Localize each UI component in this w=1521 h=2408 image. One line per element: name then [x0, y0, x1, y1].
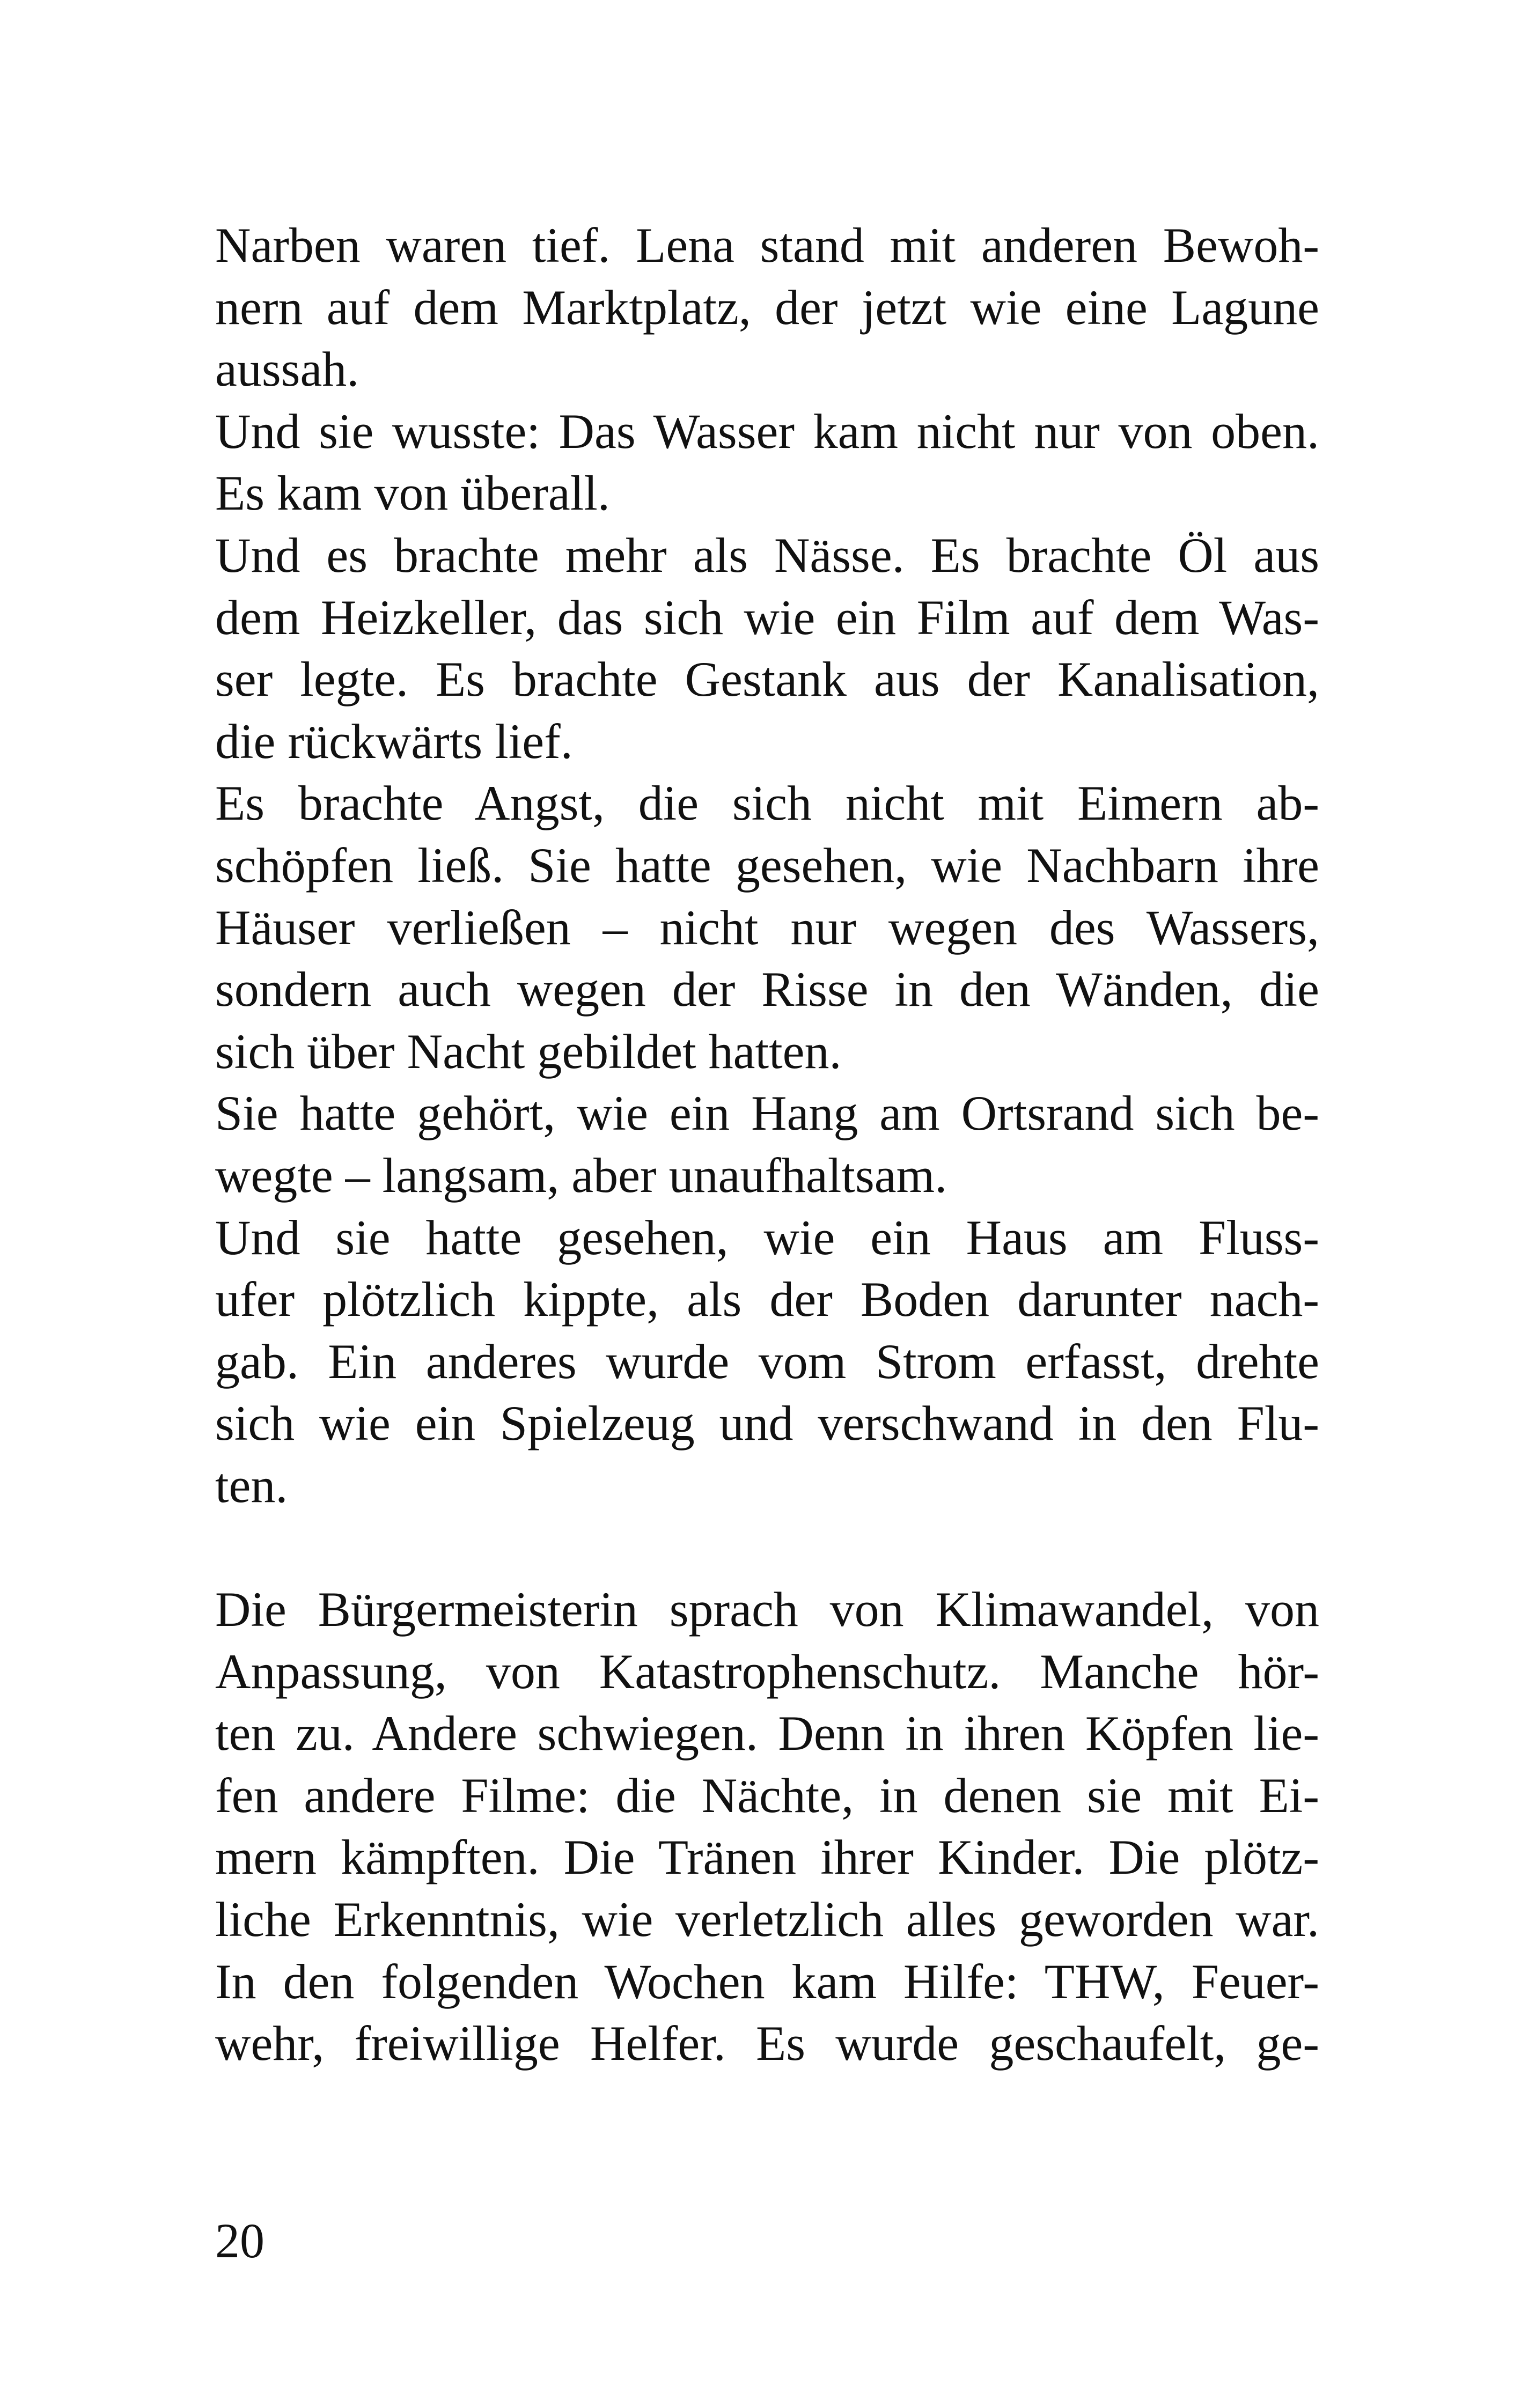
text-line: In den folgenden Wochen kam Hilfe: THW, Feuer-	[215, 1954, 1319, 2009]
text-line: ten zu. Andere schwiegen. Denn in ihren Köpfen lie-	[215, 1706, 1319, 1761]
paragraph-gap	[215, 1516, 1319, 1579]
text-line: ufer plötzlich kippte, als der Boden darunter nach-	[215, 1272, 1319, 1327]
body-text	[215, 215, 1319, 2075]
text-line: fen andere Filme: die Nächte, in denen sie mit Ei-	[215, 1768, 1319, 1823]
text-line: aussah.	[215, 342, 359, 397]
text-line: liche Erkenntnis, wie verletzlich alles geworden war.	[215, 1892, 1319, 1947]
text-line: mern kämpften. Die Tränen ihrer Kinder. Die plötz-	[215, 1830, 1319, 1885]
text-line: schöpfen ließ. Sie hatte gesehen, wie Nachbarn ihre	[215, 837, 1319, 893]
text-line: ten.	[215, 1457, 288, 1513]
text-line: gab. Ein anderes wurde vom Strom erfasst, drehte	[215, 1334, 1319, 1389]
text-line: wehr, freiwillige Helfer. Es wurde geschaufelt, ge-	[215, 2016, 1319, 2071]
text-line: ser legte. Es brachte Gestank aus der Kanalisation,	[215, 652, 1319, 707]
text-line: Häuser verließen – nicht nur wegen des Wassers,	[215, 900, 1319, 955]
text-line: Narben waren tief. Lena stand mit anderen Bewoh-	[215, 218, 1319, 273]
page-number: 20	[215, 2213, 264, 2268]
text-line: sich über Nacht gebildet hatten.	[215, 1023, 842, 1079]
text-line: nern auf dem Marktplatz, der jetzt wie eine Lagune	[215, 279, 1319, 335]
text-line: Anpassung, von Katastrophenschutz. Manche hör-	[215, 1644, 1319, 1699]
text-line: Es kam von überall.	[215, 466, 610, 521]
text-line: sondern auch wegen der Risse in den Wänden, die	[215, 962, 1319, 1017]
text-line: die rückwärts lief.	[215, 713, 573, 769]
text-line: Und es brachte mehr als Nässe. Es brachte Öl aus	[215, 527, 1319, 583]
text-line: Die Bürgermeisterin sprach von Klimawandel, von	[215, 1582, 1319, 1637]
text-line: sich wie ein Spielzeug und verschwand in den Flu-	[215, 1396, 1319, 1451]
text-line: Sie hatte gehört, wie ein Hang am Ortsrand sich be-	[215, 1086, 1319, 1141]
text-line: wegte – langsam, aber unaufhaltsam.	[215, 1147, 947, 1203]
text-line: Es brachte Angst, die sich nicht mit Eimern ab-	[215, 776, 1319, 831]
text-line: Und sie hatte gesehen, wie ein Haus am Fluss-	[215, 1210, 1319, 1265]
text-line: Und sie wusste: Das Wasser kam nicht nur von oben.	[215, 403, 1319, 459]
text-line: dem Heizkeller, das sich wie ein Film auf dem Was-	[215, 590, 1319, 645]
